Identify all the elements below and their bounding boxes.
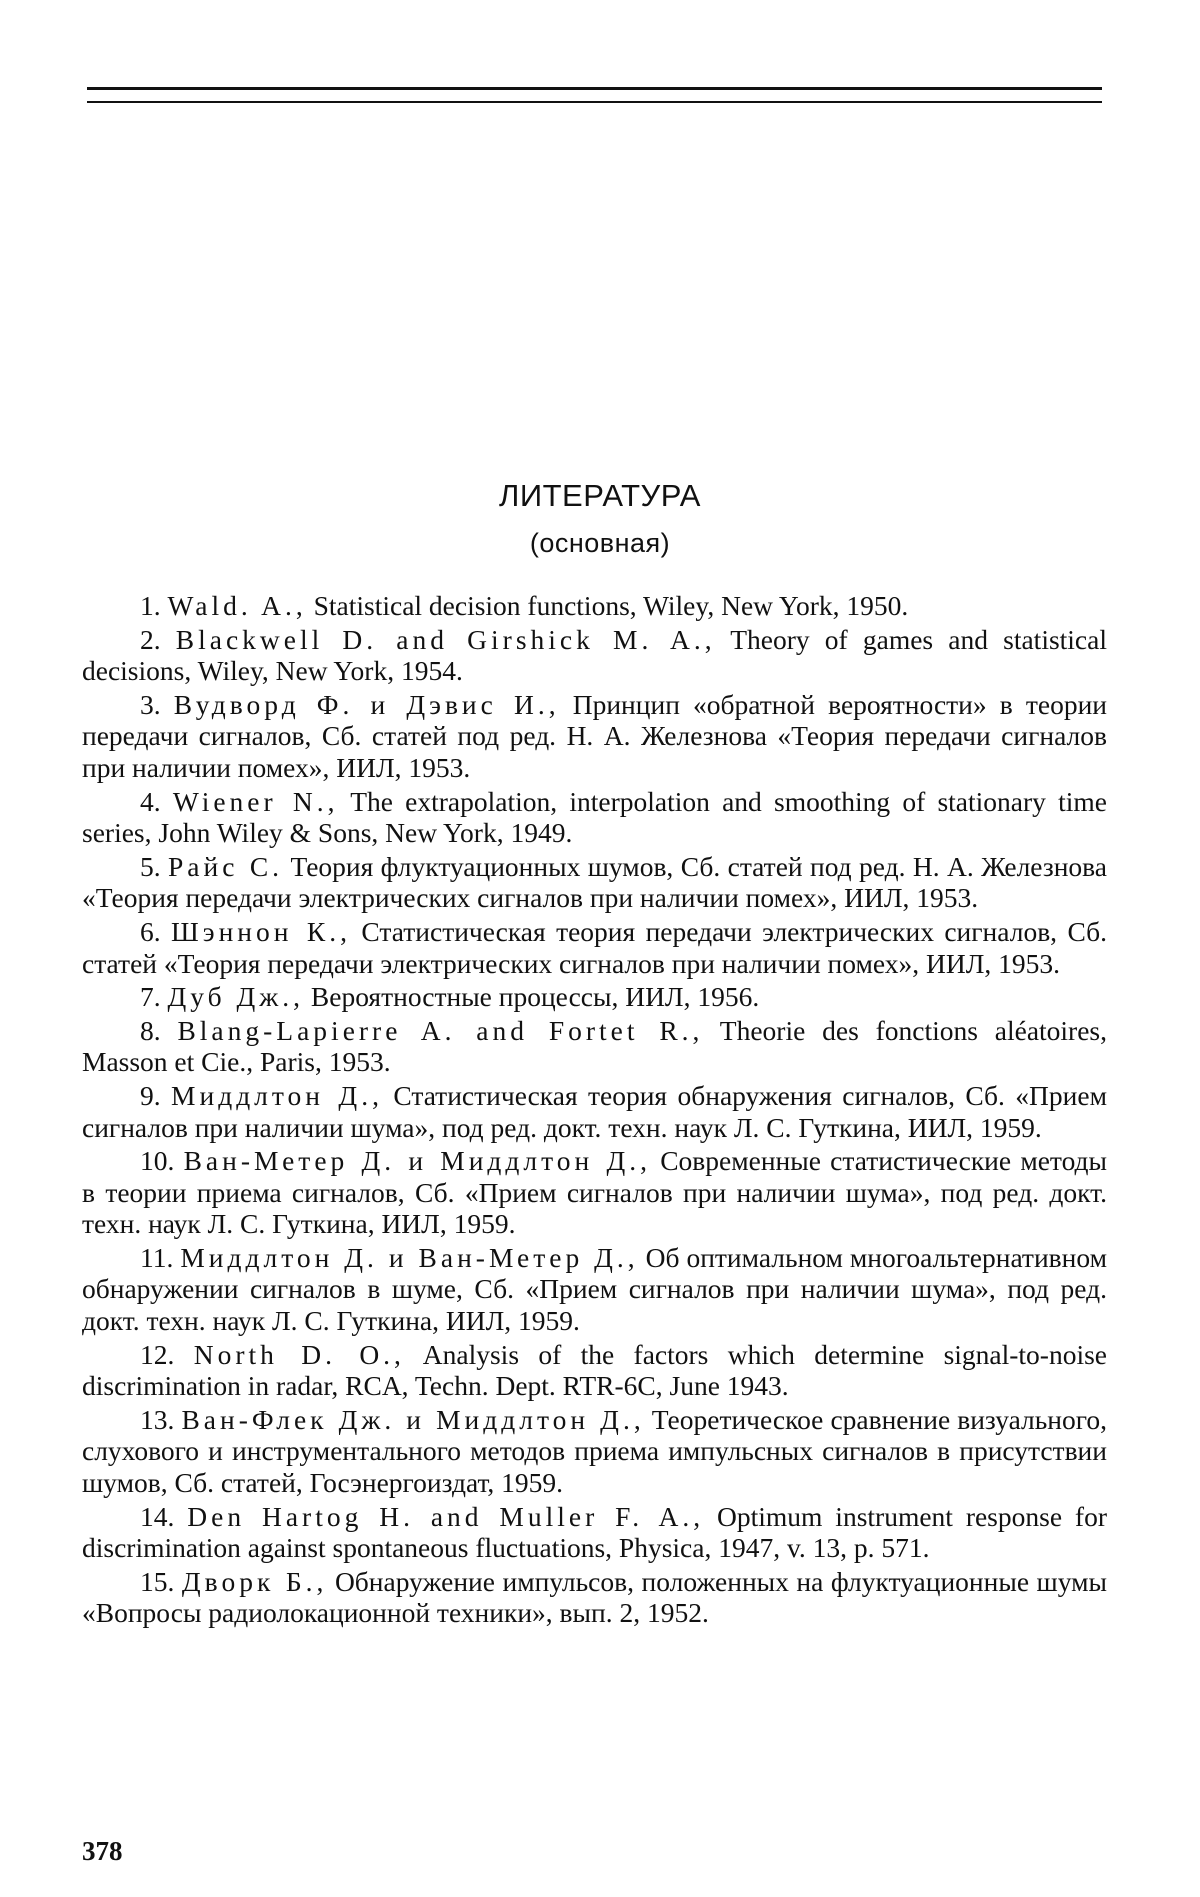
reference-item: [82, 851, 1107, 914]
reference-text: Статистическая теория передачи электрических сигналов, Сб. статей «Теория передачи электрических сигналов при наличии помех», ИИЛ, 1953.: [82, 916, 1107, 979]
reference-text: Theory of games and statistical decisions, Wiley, New York, 1954.: [82, 624, 1107, 687]
reference-author: Wald. A.,: [168, 590, 307, 621]
reference-author: Wiener N.,: [173, 786, 339, 817]
reference-number: 14.: [140, 1501, 174, 1532]
reference-text: Вероятностные процессы, ИИЛ, 1956.: [311, 981, 759, 1012]
reference-item: [82, 916, 1107, 979]
reference-author: Ван-Флек Дж. и Миддлтон Д.,: [181, 1404, 644, 1435]
reference-number: 2.: [140, 624, 161, 655]
page-title: ЛИТЕРАТУРА: [0, 478, 1200, 514]
reference-text: Statistical decision functions, Wiley, New York, 1950.: [314, 590, 909, 621]
reference-text: The extrapolation, interpolation and smoothing of stationary time series, John Wiley & Sons, New York, 1949.: [82, 786, 1107, 849]
reference-number: 3.: [140, 689, 161, 720]
reference-text: Статистическая теория обнаружения сигналов, Сб. «Прием сигналов при наличии шума», под ред. докт. техн. наук Л. С. Гуткина, ИИЛ, 1959.: [82, 1080, 1107, 1143]
reference-author: Blackwell D. and Girshick M. A.,: [176, 624, 716, 655]
reference-author: Вудворд Ф. и Дэвис И.,: [174, 689, 560, 720]
reference-text: Об оптимальном многоальтернативном обнаружении сигналов в шуме, Сб. «Прием сигналов при наличии шума», под ред. докт. техн. наук Л. С. Гуткина, ИИЛ, 1959.: [82, 1242, 1107, 1336]
reference-item: [82, 981, 1107, 1013]
reference-number: 4.: [140, 786, 161, 817]
reference-author: Den Hartog H. and Muller F. A.,: [187, 1501, 704, 1532]
reference-author: Миддлтон Д.,: [171, 1080, 383, 1111]
reference-text: Теоретическое сравнение визуального, слухового и инструментального методов приема импульсных сигналов в присутствии шумов, Сб. статей, Госэнергоиздат, 1959.: [82, 1404, 1107, 1498]
reference-number: 7.: [140, 981, 161, 1012]
reference-author: Райс С.: [168, 851, 283, 882]
header-rule-top: [87, 87, 1102, 90]
page-number: 378: [82, 1836, 123, 1867]
reference-item: [82, 624, 1107, 687]
reference-number: 8.: [140, 1015, 161, 1046]
reference-item: [82, 1501, 1107, 1564]
reference-text: Современные статистические методы в теории приема сигналов, Сб. «Прием сигналов при наличии шума», под ред. докт. техн. наук Л. С. Гуткина, ИИЛ, 1959.: [82, 1145, 1107, 1239]
reference-item: [82, 1080, 1107, 1143]
reference-number: 1.: [140, 590, 161, 621]
reference-number: 6.: [140, 916, 161, 947]
page-subtitle: (основная): [0, 528, 1200, 559]
reference-author: North D. O.,: [194, 1339, 405, 1370]
reference-item: [82, 1566, 1107, 1629]
reference-number: 12.: [140, 1339, 174, 1370]
reference-number: 9.: [140, 1080, 161, 1111]
reference-item: [82, 689, 1107, 784]
reference-text: Theorie des fonctions aléatoires, Masson et Cie., Paris, 1953.: [82, 1015, 1107, 1078]
reference-list: [82, 590, 1107, 1631]
reference-author: Шэннон К.,: [171, 916, 351, 947]
reference-author: Дуб Дж.,: [168, 981, 305, 1012]
reference-text: Обнаружение импульсов, положенных на флуктуационные шумы «Вопросы радиолокационной техники», вып. 2, 1952.: [82, 1566, 1107, 1629]
reference-item: [82, 1242, 1107, 1337]
reference-item: [82, 786, 1107, 849]
reference-author: Дворк Б.,: [182, 1566, 328, 1597]
reference-number: 13.: [140, 1404, 174, 1435]
reference-number: 5.: [140, 851, 161, 882]
reference-item: [82, 1404, 1107, 1499]
reference-number: 11.: [140, 1242, 173, 1273]
reference-text: Optimum instrument response for discrimination against spontaneous fluctuations, Physica, 1947, v. 13, p. 571.: [82, 1501, 1107, 1564]
reference-item: [82, 1339, 1107, 1402]
reference-number: 15.: [140, 1566, 174, 1597]
reference-item: [82, 1145, 1107, 1240]
reference-author: Ван-Метер Д. и Миддлтон Д.,: [184, 1145, 651, 1176]
reference-number: 10.: [140, 1145, 174, 1176]
reference-text: Analysis of the factors which determine signal-to-noise discrimination in radar, RCA, Techn. Dept. RTR-6C, June 1943.: [82, 1339, 1107, 1402]
reference-author: Миддлтон Д. и Ван-Метер Д.,: [180, 1242, 638, 1273]
reference-text: Принцип «обратной вероятности» в теории передачи сигналов, Сб. статей под ред. Н. А. Железнова «Теория передачи сигналов при наличии помех», ИИЛ, 1953.: [82, 689, 1107, 783]
reference-item: [82, 590, 1107, 622]
reference-item: [82, 1015, 1107, 1078]
header-rule-bottom: [87, 101, 1102, 103]
reference-text: Теория флуктуационных шумов, Сб. статей под ред. Н. А. Железнова «Теория передачи электрических сигналов при наличии помех», ИИЛ, 1953.: [82, 851, 1107, 914]
reference-author: Blang-Lapierre A. and Fortet R.,: [177, 1015, 703, 1046]
